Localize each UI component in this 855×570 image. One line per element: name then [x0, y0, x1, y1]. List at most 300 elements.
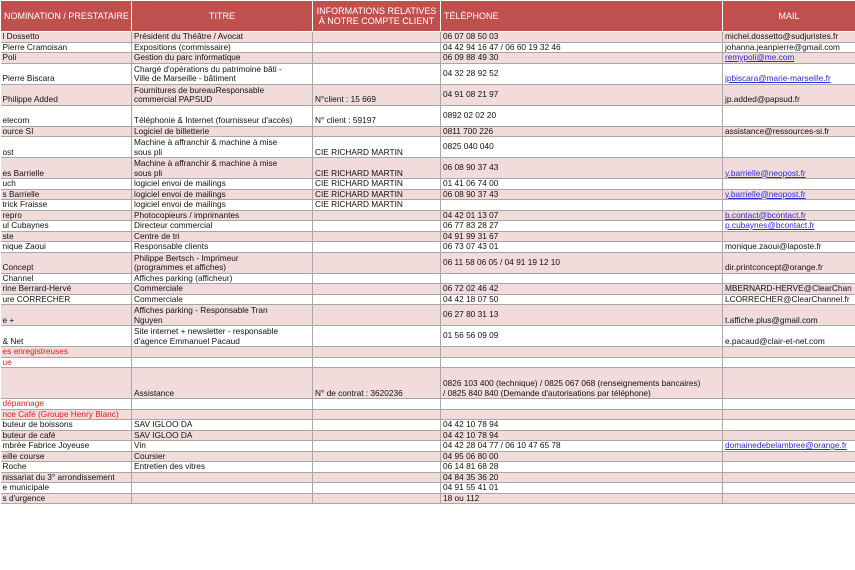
titre-line: Affiches parking (afficheur) — [134, 273, 233, 283]
titre-line — [134, 494, 310, 504]
cell-informations — [313, 105, 441, 126]
titre-line: Nguyen — [134, 314, 163, 325]
cell-mail — [723, 210, 855, 221]
nomination-text: Philippe Added — [2, 94, 58, 104]
header-titre: TITRE — [132, 1, 313, 32]
table-row — [1, 493, 855, 504]
cell-informations — [313, 179, 441, 190]
telephone-text: 04 32 28 92 52 — [443, 67, 499, 78]
mail-text: e.pacaud@clair-et-net.com — [725, 335, 825, 346]
cell-telephone — [441, 368, 723, 399]
table-row — [1, 326, 855, 347]
cell-telephone — [441, 326, 723, 347]
nomination-text: buteur de café — [2, 430, 56, 440]
table-row — [1, 137, 855, 158]
cell-nomination — [1, 158, 132, 179]
telephone-text: 06 73 07 43 01 — [443, 241, 499, 251]
cell-mail — [723, 126, 855, 137]
mail-link[interactable]: jpbiscara@marie-marseille.fr — [725, 73, 831, 83]
cell-mail — [723, 221, 855, 232]
telephone-text: 04 91 55 41 01 — [443, 482, 499, 492]
titre-line: Site internet + newsletter - responsable — [134, 326, 279, 336]
nomination-text: l Dossetto — [2, 31, 40, 41]
cell-titre — [132, 53, 313, 64]
informations-text: CIE RICHARD MARTIN — [315, 146, 403, 157]
titre-line: Chargé d'opérations du patrimoine bâti - — [134, 63, 282, 74]
cell-telephone — [441, 231, 723, 242]
cell-titre — [132, 441, 313, 452]
titre-line: SAV IGLOO DA — [134, 419, 193, 429]
cell-nomination — [1, 472, 132, 483]
cell-nomination — [1, 294, 132, 305]
cell-telephone — [441, 221, 723, 232]
titre-line — [134, 473, 310, 483]
cell-informations — [313, 305, 441, 326]
cell-nomination — [1, 221, 132, 232]
cell-telephone — [441, 472, 723, 483]
cell-informations — [313, 32, 441, 43]
cell-mail — [723, 32, 855, 43]
cell-telephone — [441, 273, 723, 284]
cell-informations — [313, 273, 441, 284]
cell-informations — [313, 137, 441, 158]
cell-nomination — [1, 483, 132, 494]
titre-line — [134, 358, 310, 368]
titre-line: Téléphonie & Internet (fournisseur d'accès) — [134, 115, 293, 125]
telephone-text: 06 14 81 68 28 — [443, 461, 499, 471]
cell-informations — [313, 441, 441, 452]
telephone-text: 0825 040 040 — [443, 141, 494, 152]
cell-informations — [313, 347, 441, 358]
cell-informations — [313, 53, 441, 64]
cell-mail — [723, 347, 855, 358]
table-row — [1, 252, 855, 273]
table-row — [1, 357, 855, 368]
cell-titre — [132, 483, 313, 494]
telephone-text: 06 77 83 28 27 — [443, 220, 499, 230]
cell-informations — [313, 462, 441, 473]
cell-titre — [132, 399, 313, 410]
nomination-text: ste — [2, 231, 14, 241]
cell-informations — [313, 242, 441, 253]
nomination-text: s d'urgence — [2, 493, 46, 503]
cell-informations — [313, 493, 441, 504]
cell-nomination — [1, 179, 132, 190]
cell-telephone — [441, 462, 723, 473]
nomination-text: Pierre Biscara — [2, 73, 55, 83]
nomination-text: ure CORRECHER — [2, 294, 71, 304]
nomination-text: rine Berrard-Hervé — [2, 283, 72, 293]
nomination-text: repro — [2, 210, 22, 220]
titre-line: Fournitures de bureauResponsable — [134, 84, 265, 95]
cell-informations — [313, 221, 441, 232]
mail-link[interactable]: y.barrielle@neopost.fr — [725, 167, 806, 178]
telephone-text: 04 42 10 78 94 — [443, 419, 499, 429]
mail-link[interactable]: b.contact@bcontact.fr — [725, 210, 806, 220]
cell-telephone — [441, 32, 723, 43]
titre-line: Coursier — [134, 451, 166, 461]
cell-telephone — [441, 137, 723, 158]
cell-nomination — [1, 273, 132, 284]
cell-mail — [723, 53, 855, 64]
cell-titre — [132, 451, 313, 462]
header-row — [1, 1, 855, 32]
telephone-text: 04 42 01 13 07 — [443, 210, 499, 220]
titre-line: Assistance — [134, 387, 175, 398]
informations-text: CIE RICHARD MARTIN — [315, 199, 403, 209]
titre-line: sous pli — [134, 167, 163, 178]
cell-mail — [723, 451, 855, 462]
telephone-text: 01 41 06 74 00 — [443, 178, 499, 188]
titre-line: d'agence Emmanuel Pacaud — [134, 335, 240, 346]
titre-line: Philippe Bertsch - Imprimeur — [134, 252, 239, 263]
mail-text: monique.zaoui@laposte.fr — [725, 241, 822, 251]
titre-line: Commerciale — [134, 283, 183, 293]
informations-text: CIE RICHARD MARTIN — [315, 167, 403, 178]
cell-titre — [132, 347, 313, 358]
cell-telephone — [441, 451, 723, 462]
cell-nomination — [1, 200, 132, 211]
mail-link[interactable]: p.cubaynes@bcontact.fr — [725, 220, 815, 230]
telephone-text: 06 11 58 06 05 / 04 91 19 12 10 — [443, 256, 561, 267]
nomination-text: es Barrielle — [2, 167, 45, 178]
cell-titre — [132, 189, 313, 200]
table-row — [1, 472, 855, 483]
titre-line: Vin — [134, 440, 146, 450]
nomination-text: trick Fraisse — [2, 199, 48, 209]
cell-titre — [132, 32, 313, 43]
telephone-text: 04 95 06 80 00 — [443, 451, 499, 461]
cell-nomination — [1, 126, 132, 137]
telephone-text: 04 42 94 16 47 / 06 60 19 32 46 — [443, 42, 561, 52]
cell-mail — [723, 409, 855, 420]
table-row — [1, 420, 855, 431]
titre-line: Entretien des vitres — [134, 461, 206, 471]
telephone-text: / 0825 840 840 (Demande d'autorisations par téléphone) — [443, 387, 651, 398]
cell-telephone — [441, 242, 723, 253]
telephone-text: 06 08 90 37 43 — [443, 189, 499, 199]
cell-nomination — [1, 326, 132, 347]
cell-nomination — [1, 430, 132, 441]
cell-titre — [132, 231, 313, 242]
titre-line: Centre de tri — [134, 231, 180, 241]
cell-titre — [132, 430, 313, 441]
cell-informations — [313, 399, 441, 410]
cell-mail — [723, 483, 855, 494]
cell-mail — [723, 137, 855, 158]
cell-mail — [723, 105, 855, 126]
titre-line: Machine à affranchir & machine à mise — [134, 137, 278, 147]
cell-nomination — [1, 305, 132, 326]
cell-mail — [723, 462, 855, 473]
cell-mail — [723, 84, 855, 105]
mail-link[interactable]: domainedebelambree@orange.fr — [725, 440, 847, 450]
cell-telephone — [441, 200, 723, 211]
titre-line: Commerciale — [134, 294, 183, 304]
cell-titre — [132, 137, 313, 158]
nomination-text: ul Cubaynes — [2, 220, 49, 230]
cell-telephone — [441, 409, 723, 420]
table-row — [1, 347, 855, 358]
nomination-text: Channel — [2, 273, 34, 283]
cell-informations — [313, 483, 441, 494]
mail-link[interactable]: remypoli@me.com — [725, 52, 795, 62]
titre-line: SAV IGLOO DA — [134, 430, 193, 440]
nomination-text: mbrée Fabrice Joyeuse — [2, 440, 90, 450]
cell-titre — [132, 221, 313, 232]
cell-informations — [313, 430, 441, 441]
nomination-text: eille course — [2, 451, 45, 461]
cell-titre — [132, 368, 313, 399]
cell-nomination — [1, 53, 132, 64]
cell-titre — [132, 200, 313, 211]
cell-informations — [313, 42, 441, 53]
table-row — [1, 368, 855, 399]
cell-mail — [723, 63, 855, 84]
table-row — [1, 42, 855, 53]
table-row — [1, 189, 855, 200]
cell-nomination — [1, 231, 132, 242]
cell-titre — [132, 179, 313, 190]
cell-nomination — [1, 284, 132, 295]
cell-nomination — [1, 32, 132, 43]
nomination-text: Poli — [2, 52, 17, 62]
nomination-text: dépannage — [2, 398, 45, 408]
titre-line: logiciel envoi de mailings — [134, 199, 226, 209]
cell-titre — [132, 273, 313, 284]
cell-mail — [723, 189, 855, 200]
table-row — [1, 430, 855, 441]
titre-line: sous pli — [134, 146, 163, 157]
cell-titre — [132, 252, 313, 273]
cell-informations — [313, 200, 441, 211]
table-row — [1, 451, 855, 462]
header-nomination: NOMINATION / PRESTATAIRE — [1, 1, 132, 32]
cell-telephone — [441, 430, 723, 441]
telephone-text: 18 ou 112 — [443, 493, 480, 503]
table-row — [1, 462, 855, 473]
cell-telephone — [441, 42, 723, 53]
cell-titre — [132, 472, 313, 483]
table-row — [1, 63, 855, 84]
cell-titre — [132, 126, 313, 137]
titre-line — [134, 483, 310, 493]
nomination-text: & Net — [2, 335, 24, 346]
telephone-text: 04 42 10 78 94 — [443, 430, 499, 440]
cell-titre — [132, 42, 313, 53]
titre-line — [134, 410, 310, 420]
titre-line: Directeur commercial — [134, 220, 213, 230]
informations-text: CIE RICHARD MARTIN — [315, 189, 403, 199]
informations-text: N° de contrat : 3620236 — [315, 387, 403, 398]
cell-informations — [313, 357, 441, 368]
cell-nomination — [1, 105, 132, 126]
cell-mail — [723, 305, 855, 326]
cell-titre — [132, 242, 313, 253]
cell-telephone — [441, 84, 723, 105]
telephone-text: 06 72 02 46 42 — [443, 283, 499, 293]
mail-text: assistance@ressources-si.fr — [725, 126, 830, 136]
cell-telephone — [441, 63, 723, 84]
cell-telephone — [441, 126, 723, 137]
table-row — [1, 221, 855, 232]
table-row — [1, 53, 855, 64]
titre-line — [134, 399, 310, 409]
table-row — [1, 84, 855, 105]
mail-text: LCORRECHER@ClearChannel.fr — [725, 294, 850, 304]
cell-titre — [132, 158, 313, 179]
cell-mail — [723, 493, 855, 504]
cell-telephone — [441, 294, 723, 305]
telephone-text: 04 84 35 36 20 — [443, 472, 499, 482]
nomination-text: s Barrielle — [2, 189, 40, 199]
cell-nomination — [1, 420, 132, 431]
nomination-text: Pierre Cramoisan — [2, 42, 68, 52]
telephone-text: 04 42 18 07 50 — [443, 294, 499, 304]
table-row — [1, 32, 855, 43]
table-row — [1, 158, 855, 179]
cell-nomination — [1, 441, 132, 452]
informations-text: N°client : 15 669 — [315, 94, 376, 104]
header-informations: INFORMATIONS RELATIVES À NOTRE COMPTE CLIENT — [313, 1, 441, 32]
cell-nomination — [1, 137, 132, 158]
cell-mail — [723, 441, 855, 452]
cell-titre — [132, 63, 313, 84]
cell-informations — [313, 284, 441, 295]
cell-informations — [313, 294, 441, 305]
cell-informations — [313, 451, 441, 462]
cell-mail — [723, 273, 855, 284]
cell-nomination — [1, 63, 132, 84]
titre-line — [134, 347, 310, 357]
cell-informations — [313, 409, 441, 420]
cell-titre — [132, 84, 313, 105]
cell-nomination — [1, 189, 132, 200]
cell-mail — [723, 252, 855, 273]
cell-informations — [313, 126, 441, 137]
cell-mail — [723, 231, 855, 242]
cell-titre — [132, 305, 313, 326]
cell-mail — [723, 430, 855, 441]
cell-mail — [723, 368, 855, 399]
cell-telephone — [441, 493, 723, 504]
cell-telephone — [441, 420, 723, 431]
cell-nomination — [1, 252, 132, 273]
cell-mail — [723, 357, 855, 368]
titre-line: Expositions (commissaire) — [134, 42, 231, 52]
cell-nomination — [1, 347, 132, 358]
nomination-text: elecom — [2, 115, 30, 125]
cell-telephone — [441, 53, 723, 64]
telephone-text: 04 91 99 31 67 — [443, 231, 499, 241]
cell-telephone — [441, 399, 723, 410]
mail-text: t.affiche.plus@gmail.com — [725, 314, 818, 325]
cell-mail — [723, 179, 855, 190]
nomination-text: ource SI — [2, 126, 34, 136]
titre-line: (programmes et affiches) — [134, 262, 227, 272]
cell-titre — [132, 294, 313, 305]
nomination-text: ost — [2, 146, 14, 157]
nomination-text: es enregistreuses — [2, 346, 68, 356]
cell-mail — [723, 399, 855, 410]
cell-telephone — [441, 179, 723, 190]
cell-telephone — [441, 158, 723, 179]
nomination-text: nce Café (Groupe Henry Blanc) — [2, 409, 119, 419]
mail-text: dir.printconcept@orange.fr — [725, 262, 823, 272]
cell-nomination — [1, 242, 132, 253]
cell-informations — [313, 326, 441, 347]
cell-nomination — [1, 409, 132, 420]
cell-titre — [132, 210, 313, 221]
cell-informations — [313, 368, 441, 399]
titre-line: Affiches parking - Responsable Tran — [134, 305, 268, 315]
table-row — [1, 483, 855, 494]
telephone-text: 01 56 56 09 09 — [443, 330, 499, 341]
cell-telephone — [441, 441, 723, 452]
table-row — [1, 284, 855, 295]
nomination-text: ue — [2, 357, 12, 367]
table-row — [1, 231, 855, 242]
table-row — [1, 273, 855, 284]
cell-telephone — [441, 483, 723, 494]
table-row — [1, 409, 855, 420]
cell-mail — [723, 294, 855, 305]
cell-nomination — [1, 357, 132, 368]
titre-line: Responsable clients — [134, 241, 209, 251]
nomination-text: e municipale — [2, 482, 50, 492]
cell-nomination — [1, 399, 132, 410]
header-mail: MAIL — [723, 1, 855, 32]
table-row — [1, 126, 855, 137]
cell-telephone — [441, 105, 723, 126]
cell-mail — [723, 420, 855, 431]
cell-titre — [132, 326, 313, 347]
telephone-text: 06 07 08 50 03 — [443, 31, 499, 41]
cell-nomination — [1, 451, 132, 462]
titre-line: Logiciel de billetterie — [134, 126, 210, 136]
cell-mail — [723, 242, 855, 253]
cell-titre — [132, 493, 313, 504]
cell-nomination — [1, 368, 132, 399]
cell-mail — [723, 326, 855, 347]
cell-telephone — [441, 305, 723, 326]
telephone-text: 0892 02 02 20 — [443, 109, 497, 120]
titre-line: Photocopieurs / imprimantes — [134, 210, 240, 220]
cell-nomination — [1, 84, 132, 105]
mail-text: jp.added@papsud.fr — [725, 94, 800, 104]
table-row — [1, 242, 855, 253]
cell-titre — [132, 357, 313, 368]
cell-titre — [132, 284, 313, 295]
nomination-text: Roche — [2, 461, 27, 471]
telephone-text: 0826 103 400 (technique) / 0825 067 068 (renseignements bancaires) — [443, 378, 701, 388]
cell-mail — [723, 200, 855, 211]
mail-link[interactable]: y.barrielle@neopost.fr — [725, 189, 806, 199]
cell-informations — [313, 63, 441, 84]
cell-nomination — [1, 42, 132, 53]
titre-line: Ville de Marseille - bâtiment — [134, 73, 236, 83]
cell-informations — [313, 210, 441, 221]
nomination-text: Concept — [2, 262, 34, 272]
table-row — [1, 210, 855, 221]
table-row — [1, 305, 855, 326]
cell-informations — [313, 252, 441, 273]
nomination-text: nissariat du 3° arrondissement — [2, 472, 115, 482]
cell-telephone — [441, 252, 723, 273]
cell-telephone — [441, 189, 723, 200]
mail-text: michel.dossetto@sudjuristes.fr — [725, 31, 839, 41]
informations-text: N° client : 59197 — [315, 115, 376, 125]
